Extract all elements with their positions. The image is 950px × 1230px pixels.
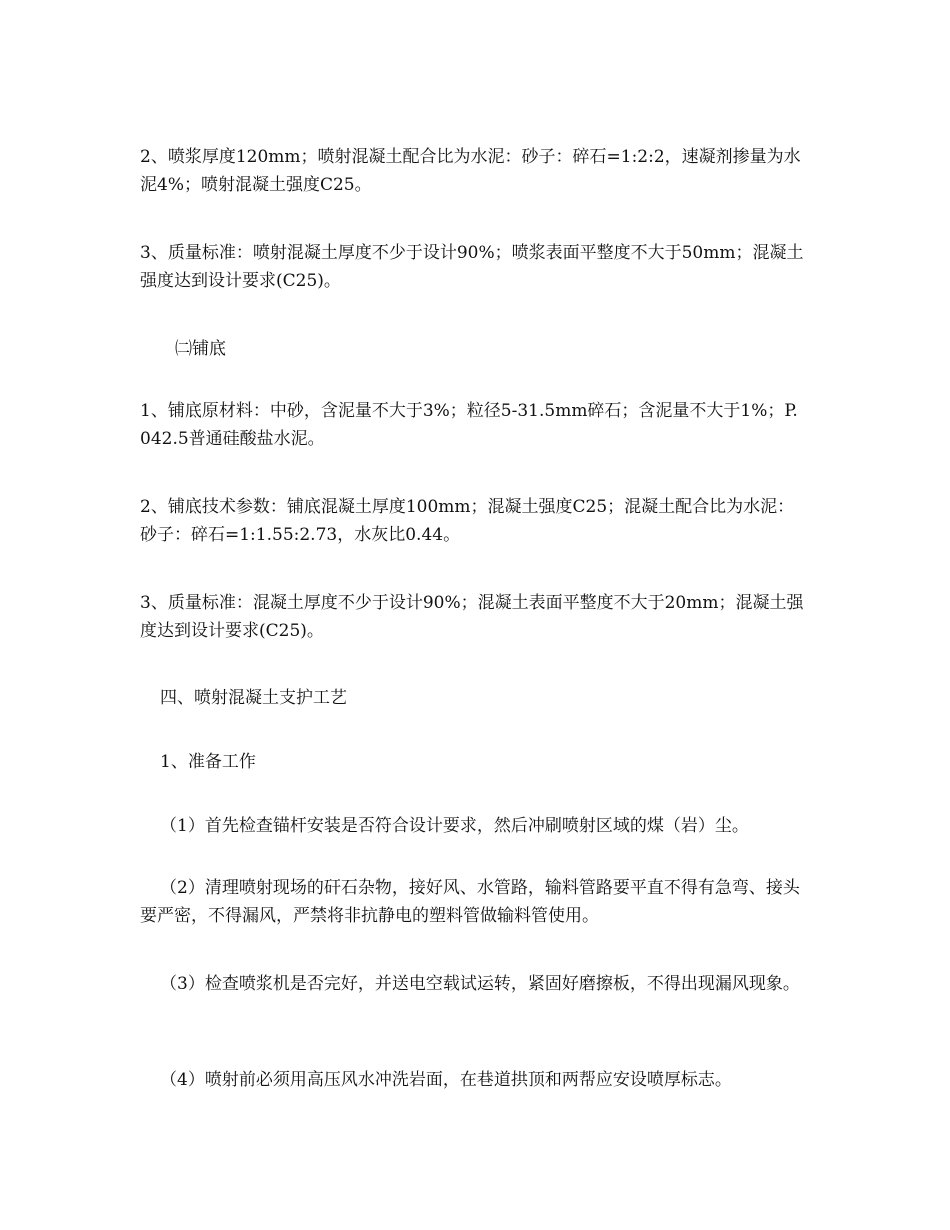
paragraph-prep-step-2: （2）清理喷射现场的矸石杂物，接好风、水管路，输料管路要平直不得有急弯、接头要严密，不得漏风，严禁将非抗静电的塑料管做输料管使用。 xyxy=(140,878,800,926)
paragraph-paving-quality-standard: 3、质量标准：混凝土厚度不少于设计90%；混凝土表面平整度不大于20mm；混凝土强度达到设计要求(C25)。 xyxy=(140,593,804,641)
paragraph-prep-step-3: （3）检查喷浆机是否完好，并送电空载试运转，紧固好磨擦板，不得出现漏风现象。 xyxy=(160,974,800,994)
heading-preparation: 1、准备工作 xyxy=(160,752,256,772)
heading-shotcrete-process: 四、喷射混凝土支护工艺 xyxy=(160,688,347,708)
paragraph-paving-parameters: 2、铺底技术参数：铺底混凝土厚度100mm；混凝土强度C25；混凝土配合比为水泥：砂子：碎石=1:1.55:2.73，水灰比0.44。 xyxy=(140,497,795,545)
paragraph-spray-quality-standard: 3、质量标准：喷射混凝土厚度不少于设计90%；喷浆表面平整度不大于50mm；混凝土强度达到设计要求(C25)。 xyxy=(140,243,804,291)
paragraph-prep-step-4: （4）喷射前必须用高压风水冲洗岩面，在巷道拱顶和两帮应安设喷厚标志。 xyxy=(160,1070,732,1090)
paragraph-prep-step-1: （1）首先检查锚杆安装是否符合设计要求，然后冲刷喷射区域的煤（岩）尘。 xyxy=(160,816,749,836)
heading-paving-base: ㈡铺底 xyxy=(175,339,226,359)
paragraph-paving-materials: 1、铺底原材料：中砂，含泥量不大于3%；粒径5-31.5mm碎石；含泥量不大于1%；P.042.5普通硅酸盐水泥。 xyxy=(140,401,798,449)
paragraph-spray-thickness: 2、喷浆厚度120mm；喷射混凝土配合比为水泥：砂子：碎石=1:2:2，速凝剂掺量为水泥4%；喷射混凝土强度C25。 xyxy=(140,147,801,195)
